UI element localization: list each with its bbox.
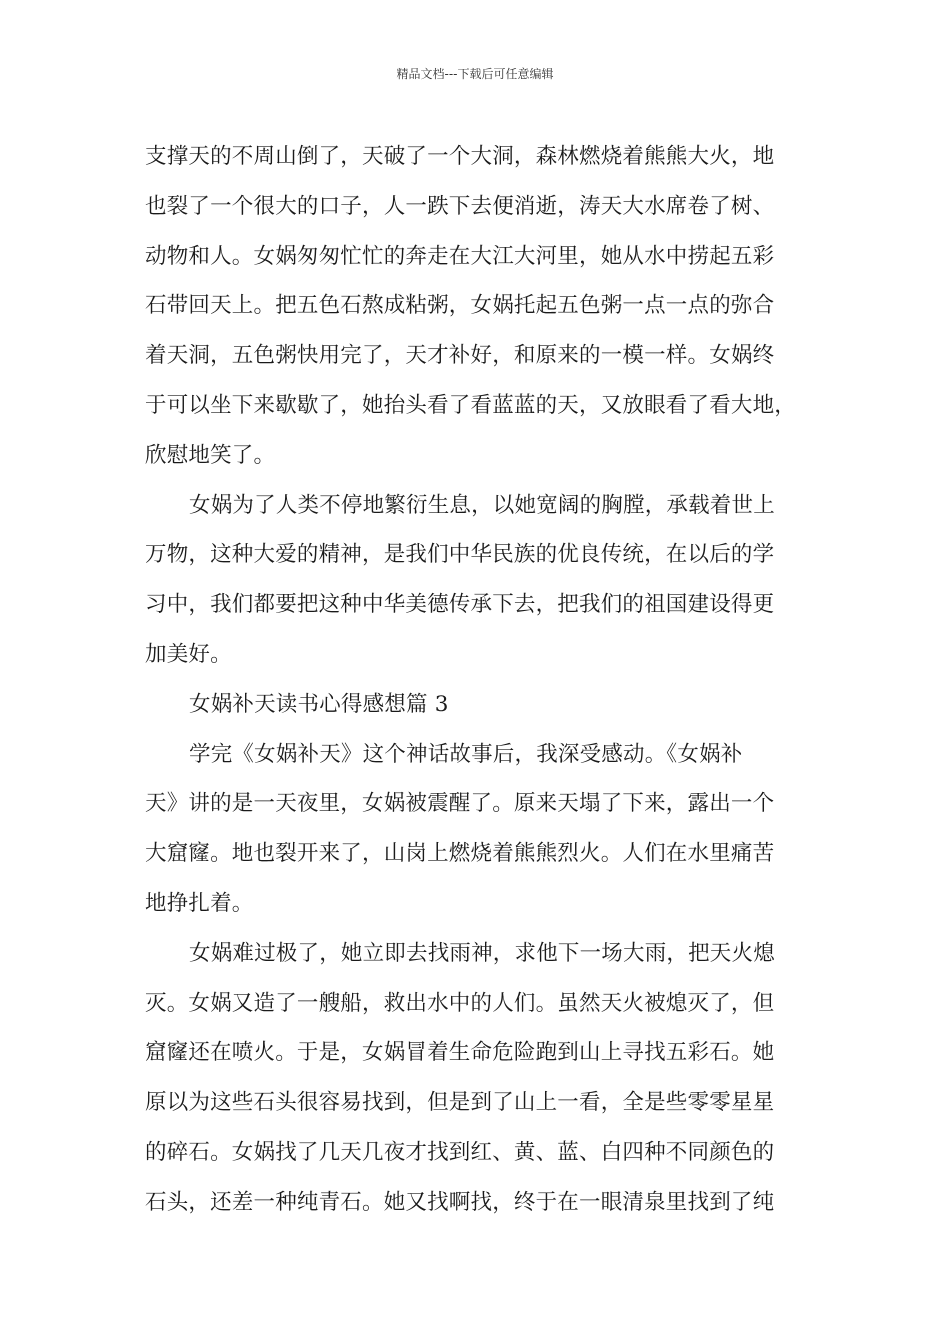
text-line: 学完《女娲补天》这个神话故事后，我深受感动。《女娲补 [189, 741, 743, 767]
text-line: 支撑天的不周山倒了，天破了一个大洞，森林燃烧着熊熊大火，地 [145, 144, 775, 169]
text-line: 着天洞，五色粥快用完了，天才补好，和原来的一模一样。女娲终 [145, 343, 775, 369]
text-line: 石带回天上。把五色石熬成粘粥，女娲托起五色粥一点一点的弥合 [145, 293, 775, 319]
text-line: 万物，这种大爱的精神，是我们中华民族的优良传统，在以后的学 [145, 542, 775, 568]
text-line: 原以为这些石头很容易找到，但是到了山上一看，全是些零零星星 [145, 1090, 775, 1116]
text-line: 于可以坐下来歇歇了，她抬头看了看蓝蓝的天，又放眼看了看大地， [145, 392, 797, 418]
text-line: 动物和人。女娲匆匆忙忙的奔走在大江大河里，她从水中捞起五彩 [145, 243, 775, 269]
text-line: 石头，还差一种纯青石。她又找啊找，终于在一眼清泉里找到了纯 [145, 1189, 775, 1215]
text-line: 大窟窿。地也裂开来了，山岗上燃烧着熊熊烈火。人们在水里痛苦 [145, 841, 775, 867]
text-line: 的碎石。女娲找了几天几夜才找到红、黄、蓝、白四种不同颜色的 [145, 1139, 775, 1165]
text-line: 灭。女娲又造了一艘船，救出水中的人们。虽然天火被熄灭了，但 [145, 990, 775, 1016]
page-header: 精品文档---下载后可任意编辑 [396, 67, 554, 81]
text-line: 女娲为了人类不停地繁衍生息，以她宽阔的胸膛，承载着世上 [189, 492, 775, 518]
text-line: 习中，我们都要把这种中华美德传承下去，把我们的祖国建设得更 [145, 592, 775, 618]
document-body [145, 132, 815, 1228]
text-line: 天》讲的是一天夜里，女娲被震醒了。原来天塌了下来，露出一个 [145, 791, 775, 817]
text-line: 女娲难过极了，她立即去找雨神，求他下一场大雨，把天火熄 [189, 940, 775, 966]
text-line: 窟窿还在喷火。于是，女娲冒着生命危险跑到山上寻找五彩石。她 [145, 1040, 775, 1066]
section-heading: 女娲补天读书心得感想篇 3 [189, 691, 449, 717]
text-line: 欣慰地笑了。 [145, 442, 276, 468]
text-line: 地挣扎着。 [145, 890, 254, 916]
text-line: 也裂了一个很大的口子，人一跌下去便消逝，涛天大水席卷了树、 [145, 193, 775, 219]
text-line: 加美好。 [145, 641, 232, 667]
